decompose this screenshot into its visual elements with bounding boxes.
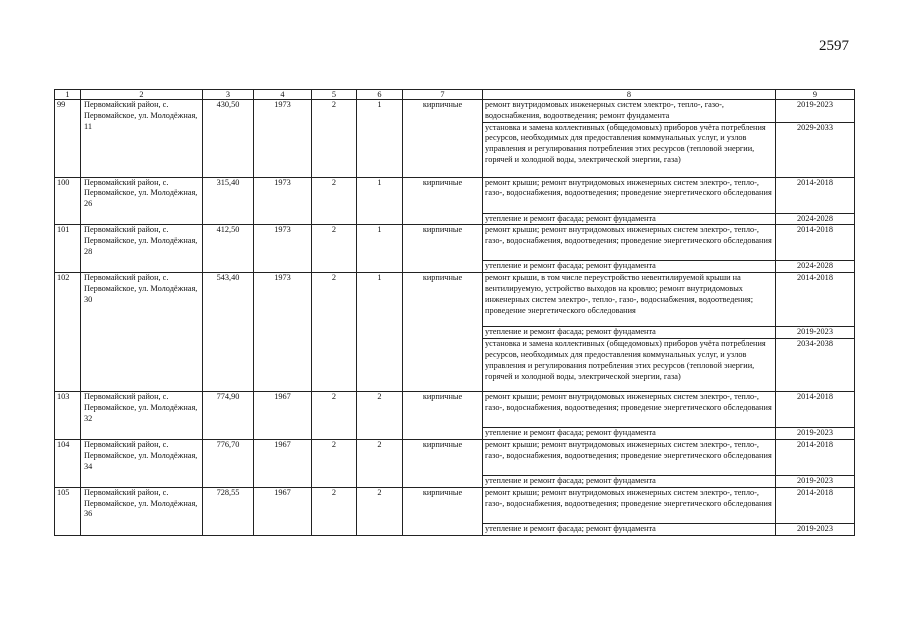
- year-cell: 1967: [254, 487, 312, 535]
- work-period-cell: 2024-2028: [776, 261, 855, 273]
- row-number: 103: [55, 392, 81, 440]
- work-type-cell: ремонт внутридомовых инженерных систем электро-, тепло-, газо-, водоснабжения, водоотведения; ремонт фундамента: [483, 100, 776, 123]
- column-number: 2: [81, 90, 203, 100]
- work-period-cell: 2019-2023: [776, 523, 855, 535]
- wall-material-cell: кирпичные: [403, 100, 483, 178]
- capital-repair-table: [54, 89, 855, 536]
- work-period-cell: 2014-2018: [776, 177, 855, 213]
- work-type-cell: ремонт крыши; ремонт внутридомовых инженерных систем электро-, тепло-, газо-, водоснабжения, водоотведения; проведение энергетического обследования: [483, 439, 776, 475]
- floors-cell: 2: [312, 225, 357, 273]
- work-period-cell: 2019-2023: [776, 475, 855, 487]
- area-cell: 728,55: [203, 487, 254, 535]
- address-cell: Первомайский район, с. Первомайское, ул. Молодёжная, 26: [81, 177, 203, 225]
- work-type-cell: утепление и ремонт фасада; ремонт фундамента: [483, 327, 776, 339]
- page-number: 2597: [819, 38, 849, 54]
- year-cell: 1973: [254, 177, 312, 225]
- work-period-cell: 2029-2033: [776, 122, 855, 177]
- column-number: 9: [776, 90, 855, 100]
- entrances-cell: 1: [357, 177, 403, 225]
- entrances-cell: 2: [357, 439, 403, 487]
- year-cell: 1973: [254, 225, 312, 273]
- floors-cell: 2: [312, 487, 357, 535]
- table-row: [55, 392, 855, 428]
- column-number: 3: [203, 90, 254, 100]
- table-row: [55, 177, 855, 213]
- work-type-cell: утепление и ремонт фасада; ремонт фундамента: [483, 523, 776, 535]
- table-row: [55, 487, 855, 523]
- table-row: [55, 225, 855, 261]
- wall-material-cell: кирпичные: [403, 177, 483, 225]
- wall-material-cell: кирпичные: [403, 439, 483, 487]
- area-cell: 543,40: [203, 273, 254, 392]
- area-cell: 776,70: [203, 439, 254, 487]
- row-number: 99: [55, 100, 81, 178]
- area-cell: 430,50: [203, 100, 254, 178]
- floors-cell: 2: [312, 100, 357, 178]
- floors-cell: 2: [312, 392, 357, 440]
- column-number: 1: [55, 90, 81, 100]
- wall-material-cell: кирпичные: [403, 487, 483, 535]
- work-type-cell: ремонт крыши; ремонт внутридомовых инженерных систем электро-, тепло-, газо-, водоснабжения, водоотведения; проведение энергетического обследования: [483, 392, 776, 428]
- work-type-cell: утепление и ремонт фасада; ремонт фундамента: [483, 475, 776, 487]
- floors-cell: 2: [312, 273, 357, 392]
- year-cell: 1973: [254, 273, 312, 392]
- entrances-cell: 2: [357, 487, 403, 535]
- address-cell: Первомайский район, с. Первомайское, ул. Молодёжная, 28: [81, 225, 203, 273]
- column-number: 4: [254, 90, 312, 100]
- work-period-cell: 2019-2023: [776, 327, 855, 339]
- work-period-cell: 2014-2018: [776, 225, 855, 261]
- work-type-cell: установка и замена коллективных (общедомовых) приборов учёта потребления ресурсов, необходимых для предоставления коммунальных услуг, и узлов управления и регулирования потребления этих ресурсов (тепловой энергии, горячей и холодной воды, электрической энергии, газа): [483, 339, 776, 392]
- row-number: 101: [55, 225, 81, 273]
- wall-material-cell: кирпичные: [403, 273, 483, 392]
- entrances-cell: 1: [357, 225, 403, 273]
- work-period-cell: 2014-2018: [776, 273, 855, 327]
- row-number: 105: [55, 487, 81, 535]
- year-cell: 1967: [254, 439, 312, 487]
- area-cell: 315,40: [203, 177, 254, 225]
- work-period-cell: 2019-2023: [776, 100, 855, 123]
- row-number: 104: [55, 439, 81, 487]
- work-type-cell: ремонт крыши; ремонт внутридомовых инженерных систем электро-, тепло-, газо-, водоснабжения, водоотведения; проведение энергетического обследования: [483, 177, 776, 213]
- work-type-cell: утепление и ремонт фасада; ремонт фундамента: [483, 213, 776, 225]
- address-cell: Первомайский район, с. Первомайское, ул. Молодёжная, 32: [81, 392, 203, 440]
- floors-cell: 2: [312, 439, 357, 487]
- table-row: [55, 100, 855, 123]
- work-type-cell: утепление и ремонт фасада; ремонт фундамента: [483, 428, 776, 440]
- work-type-cell: ремонт крыши; ремонт внутридомовых инженерных систем электро-, тепло-, газо-, водоснабжения, водоотведения; проведение энергетического обследования: [483, 225, 776, 261]
- address-cell: Первомайский район, с. Первомайское, ул. Молодёжная, 30: [81, 273, 203, 392]
- row-number: 100: [55, 177, 81, 225]
- table-row: [55, 439, 855, 475]
- wall-material-cell: кирпичные: [403, 225, 483, 273]
- table-body: [55, 100, 855, 536]
- work-type-cell: ремонт крыши; ремонт внутридомовых инженерных систем электро-, тепло-, газо-, водоснабжения, водоотведения; проведение энергетического обследования: [483, 487, 776, 523]
- work-type-cell: установка и замена коллективных (общедомовых) приборов учёта потребления ресурсов, необходимых для предоставления коммунальных услуг, и узлов управления и регулирования потребления этих ресурсов (тепловой энергии, горячей и холодной воды, электрической энергии, газа): [483, 122, 776, 177]
- entrances-cell: 2: [357, 392, 403, 440]
- floors-cell: 2: [312, 177, 357, 225]
- work-period-cell: 2014-2018: [776, 487, 855, 523]
- work-type-cell: утепление и ремонт фасада; ремонт фундамента: [483, 261, 776, 273]
- work-period-cell: 2014-2018: [776, 392, 855, 428]
- work-type-cell: ремонт крыши, в том числе переустройство невентилируемой крыши на вентилируемую, устройство выходов на кровлю; ремонт внутридомовых инженерных систем электро-, тепло-, газо-, водоснабжения, водоотведения; проведение энергетического обследования: [483, 273, 776, 327]
- entrances-cell: 1: [357, 100, 403, 178]
- column-number: 6: [357, 90, 403, 100]
- work-period-cell: 2024-2028: [776, 213, 855, 225]
- year-cell: 1973: [254, 100, 312, 178]
- address-cell: Первомайский район, с. Первомайское, ул. Молодёжная, 36: [81, 487, 203, 535]
- row-number: 102: [55, 273, 81, 392]
- work-period-cell: 2034-2038: [776, 339, 855, 392]
- year-cell: 1967: [254, 392, 312, 440]
- work-period-cell: 2014-2018: [776, 439, 855, 475]
- area-cell: 412,50: [203, 225, 254, 273]
- wall-material-cell: кирпичные: [403, 392, 483, 440]
- table-row: [55, 273, 855, 327]
- column-number-row: [55, 90, 855, 100]
- address-cell: Первомайский район, с. Первомайское, ул. Молодёжная, 11: [81, 100, 203, 178]
- address-cell: Первомайский район, с. Первомайское, ул. Молодёжная, 34: [81, 439, 203, 487]
- column-number: 5: [312, 90, 357, 100]
- entrances-cell: 1: [357, 273, 403, 392]
- column-number: 7: [403, 90, 483, 100]
- work-period-cell: 2019-2023: [776, 428, 855, 440]
- column-number: 8: [483, 90, 776, 100]
- area-cell: 774,90: [203, 392, 254, 440]
